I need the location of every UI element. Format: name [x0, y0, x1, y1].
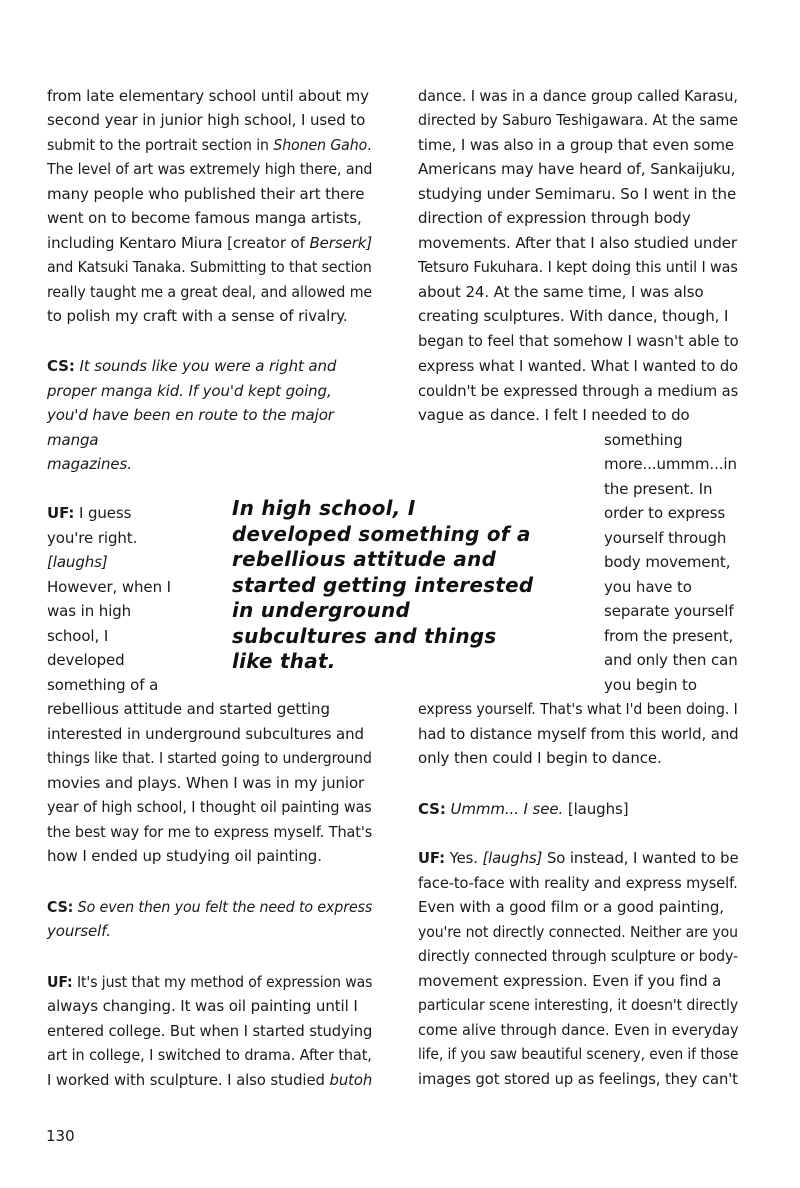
text-line [418, 797, 628, 821]
text-line [418, 969, 721, 993]
text-line [604, 477, 712, 501]
text-line [47, 1068, 372, 1092]
pull-quote-line: developed something of a [232, 521, 531, 546]
text-line [47, 673, 158, 697]
text-run: about 24. At the same time, I was also [418, 283, 704, 301]
text-line [47, 624, 108, 648]
text-line [418, 255, 738, 279]
text-run: Americans may have heard of, Sankaijuku, [418, 160, 736, 178]
text-line [47, 919, 111, 943]
text-run: was in high [47, 602, 132, 620]
pull-quote-line: In high school, I [232, 496, 416, 520]
text-run: It's just that my method of expression was [72, 973, 373, 991]
text-run: So instead, I wanted to be [542, 849, 739, 867]
pull-quote [232, 496, 562, 675]
text-line [47, 771, 364, 795]
text-line [47, 1043, 372, 1067]
text-run: how I ended up studying oil painting. [47, 847, 322, 865]
text-line [418, 846, 738, 870]
text-run: submit to the portrait section in [47, 136, 274, 154]
text-run: things like that. I started going to underground [47, 749, 372, 767]
text-line [604, 452, 737, 476]
text-run: directed by Saburo Teshigawara. At the same [418, 111, 738, 129]
text-line [418, 84, 738, 108]
text-run: [laughs] [563, 800, 629, 818]
text-line [418, 403, 690, 427]
text-line [418, 1042, 738, 1066]
text-line [47, 722, 364, 746]
text-run: to polish my craft with a sense of rivalry. [47, 307, 348, 325]
text-line [604, 526, 726, 550]
text-run: face-to-face with reality and express myself. [418, 874, 738, 892]
speaker-label: UF: [47, 504, 75, 522]
text-run: you're not directly connected. Neither are you [418, 923, 738, 941]
text-run: Even with a good film or a good painting, [418, 898, 724, 916]
text-run: So even then you felt the need to express [73, 898, 373, 916]
text-run: proper manga kid. If you'd kept going, [47, 382, 332, 400]
text-line [47, 182, 364, 206]
text-line [418, 920, 738, 944]
text-line [47, 795, 372, 819]
text-run: year of high school, I thought oil painting was [47, 798, 372, 816]
text-run: Ummm... I see. [445, 800, 564, 818]
text-run: direction of expression through body [418, 209, 691, 227]
text-run: order to express [604, 504, 726, 522]
text-line [47, 501, 131, 525]
text-run: separate yourself [604, 602, 734, 620]
text-line [418, 697, 738, 721]
text-run: began to feel that somehow I wasn't able to [418, 332, 739, 350]
text-line [47, 994, 358, 1018]
text-line [418, 206, 691, 230]
text-run: I worked with sculpture. I also studied [47, 1071, 330, 1089]
text-run: you have to [604, 578, 692, 596]
text-run: movement expression. Even if you find a [418, 972, 722, 990]
text-line [47, 550, 108, 574]
text-run: The level of art was extremely high there, and [47, 160, 373, 178]
text-line [47, 354, 336, 378]
text-run: creating sculptures. With dance, though, I [418, 307, 729, 325]
text-run: . [367, 136, 372, 154]
speaker-label: UF: [418, 849, 445, 867]
text-run: something of a [47, 676, 159, 694]
text-run: It sounds like you were a right and [74, 357, 337, 375]
text-line [418, 182, 736, 206]
text-run: However, when I [47, 578, 171, 596]
text-line [47, 379, 332, 403]
text-run: life, if you saw beautiful scenery, even if those [418, 1045, 739, 1063]
text-line [47, 255, 372, 279]
text-run: movies and plays. When I was in my junior [47, 774, 365, 792]
speaker-label: CS: [418, 800, 446, 818]
text-line [47, 280, 372, 304]
text-line [604, 648, 738, 672]
text-line [418, 354, 738, 378]
text-run: butoh [329, 1071, 373, 1089]
text-run: time, I was also in a group that even some [418, 136, 734, 154]
text-line [418, 379, 738, 403]
text-run: body movement, [604, 553, 731, 571]
text-line [47, 970, 372, 994]
text-run: yourself. [47, 922, 111, 940]
text-line [418, 993, 738, 1017]
text-run: developed [47, 651, 125, 669]
text-run: had to distance myself from this world, and [418, 725, 739, 743]
text-run: something [604, 431, 683, 449]
text-run: express yourself. That's what I'd been doing. I [418, 700, 738, 718]
text-run: only then could I begin to dance. [418, 749, 662, 767]
speaker-label: CS: [47, 357, 75, 375]
pull-quote-line: rebellious attitude and [232, 547, 497, 571]
text-line [418, 944, 738, 968]
text-run: the best way for me to express myself. That's [47, 823, 373, 841]
text-line [604, 599, 734, 623]
text-run: Yes. [444, 849, 483, 867]
text-run: always changing. It was oil painting until I [47, 997, 358, 1015]
text-line [418, 304, 728, 328]
text-line [47, 403, 334, 427]
text-run: I guess [74, 504, 132, 522]
text-line [604, 428, 683, 452]
text-run: Tetsuro Fukuhara. I kept doing this until I was [418, 258, 738, 276]
text-line [47, 1019, 372, 1043]
text-run: you'd have been en route to the major [47, 406, 334, 424]
text-run: particular scene interesting, it doesn't directly [418, 996, 739, 1014]
pull-quote-line: in underground [232, 598, 411, 622]
text-run: [laughs] [47, 553, 108, 571]
text-line [47, 697, 330, 721]
speaker-label: UF: [47, 973, 73, 991]
text-line [418, 1067, 738, 1091]
text-run: really taught me a great deal, and allowed me [47, 283, 373, 301]
text-run: the present. In [604, 480, 713, 498]
text-line [418, 231, 737, 255]
text-run: went on to become famous manga artists, [47, 209, 362, 227]
text-run: vague as dance. I felt I needed to do [418, 406, 690, 424]
text-line [418, 157, 735, 181]
speaker-label: CS: [47, 898, 74, 916]
pull-quote-line: started getting interested [232, 572, 534, 597]
text-run: come alive through dance. Even in everyday [418, 1021, 739, 1039]
text-line [604, 673, 697, 697]
text-run: and Katsuki Tanaka. Submitting to that section [47, 258, 372, 276]
text-run: interested in underground subcultures and [47, 725, 364, 743]
text-line [47, 648, 125, 672]
text-run: yourself through [604, 529, 727, 547]
text-run: and only then can [604, 651, 738, 669]
text-line [47, 452, 132, 476]
text-run: second year in junior high school, I used to [47, 111, 366, 129]
text-run: directly connected through sculpture or body- [418, 947, 738, 965]
text-run: entered college. But when I started studying [47, 1022, 373, 1040]
text-line [47, 206, 362, 230]
text-line [47, 108, 365, 132]
text-line [47, 304, 348, 328]
text-line [47, 895, 372, 919]
text-line [47, 133, 372, 157]
text-run: you begin to [604, 676, 697, 694]
text-line [47, 84, 369, 108]
text-line [47, 575, 171, 599]
text-line [418, 133, 734, 157]
text-line [604, 575, 692, 599]
text-line [418, 722, 739, 746]
text-line [47, 428, 99, 452]
text-run: you're right. [47, 529, 138, 547]
text-run: studying under Semimaru. So I went in the [418, 185, 737, 203]
text-line [47, 820, 372, 844]
text-line [418, 1018, 739, 1042]
text-line [604, 501, 725, 525]
text-line [47, 746, 372, 770]
text-line [604, 550, 730, 574]
text-run: many people who published their art there [47, 185, 365, 203]
text-run: more...ummm...in [604, 455, 737, 473]
text-line [418, 895, 724, 919]
text-run: rebellious attitude and started getting [47, 700, 330, 718]
text-line [47, 157, 372, 181]
text-line [47, 599, 131, 623]
text-run: school, I [47, 627, 109, 645]
text-run: magazines. [47, 455, 132, 473]
text-line [47, 844, 322, 868]
page-number: 130 [46, 1127, 75, 1145]
text-line [418, 871, 738, 895]
text-line [418, 746, 662, 770]
text-run: Berserk] [309, 234, 373, 252]
text-run: [laughs] [482, 849, 543, 867]
pull-quote-line: subcultures and things [232, 623, 497, 648]
pull-quote-line: like that. [232, 649, 336, 673]
text-line [418, 108, 738, 132]
text-line [418, 280, 704, 304]
text-line [47, 526, 137, 550]
text-line [47, 231, 372, 255]
text-run: from late elementary school until about my [47, 87, 369, 105]
text-run: movements. After that I also studied under [418, 234, 737, 252]
text-run: Shonen Gaho [273, 136, 368, 154]
text-run: dance. I was in a dance group called Karasu, [418, 87, 738, 105]
text-run: couldn't be expressed through a medium as [418, 382, 739, 400]
text-run: from the present, [604, 627, 734, 645]
text-run: art in college, I switched to drama. After that, [47, 1046, 372, 1064]
text-line [604, 624, 733, 648]
text-run: including Kentaro Miura [creator of [47, 234, 310, 252]
text-run: images got stored up as feelings, they can't [418, 1070, 738, 1088]
text-run: express what I wanted. What I wanted to do [418, 357, 738, 375]
text-run: manga [47, 431, 99, 449]
text-line [418, 329, 739, 353]
